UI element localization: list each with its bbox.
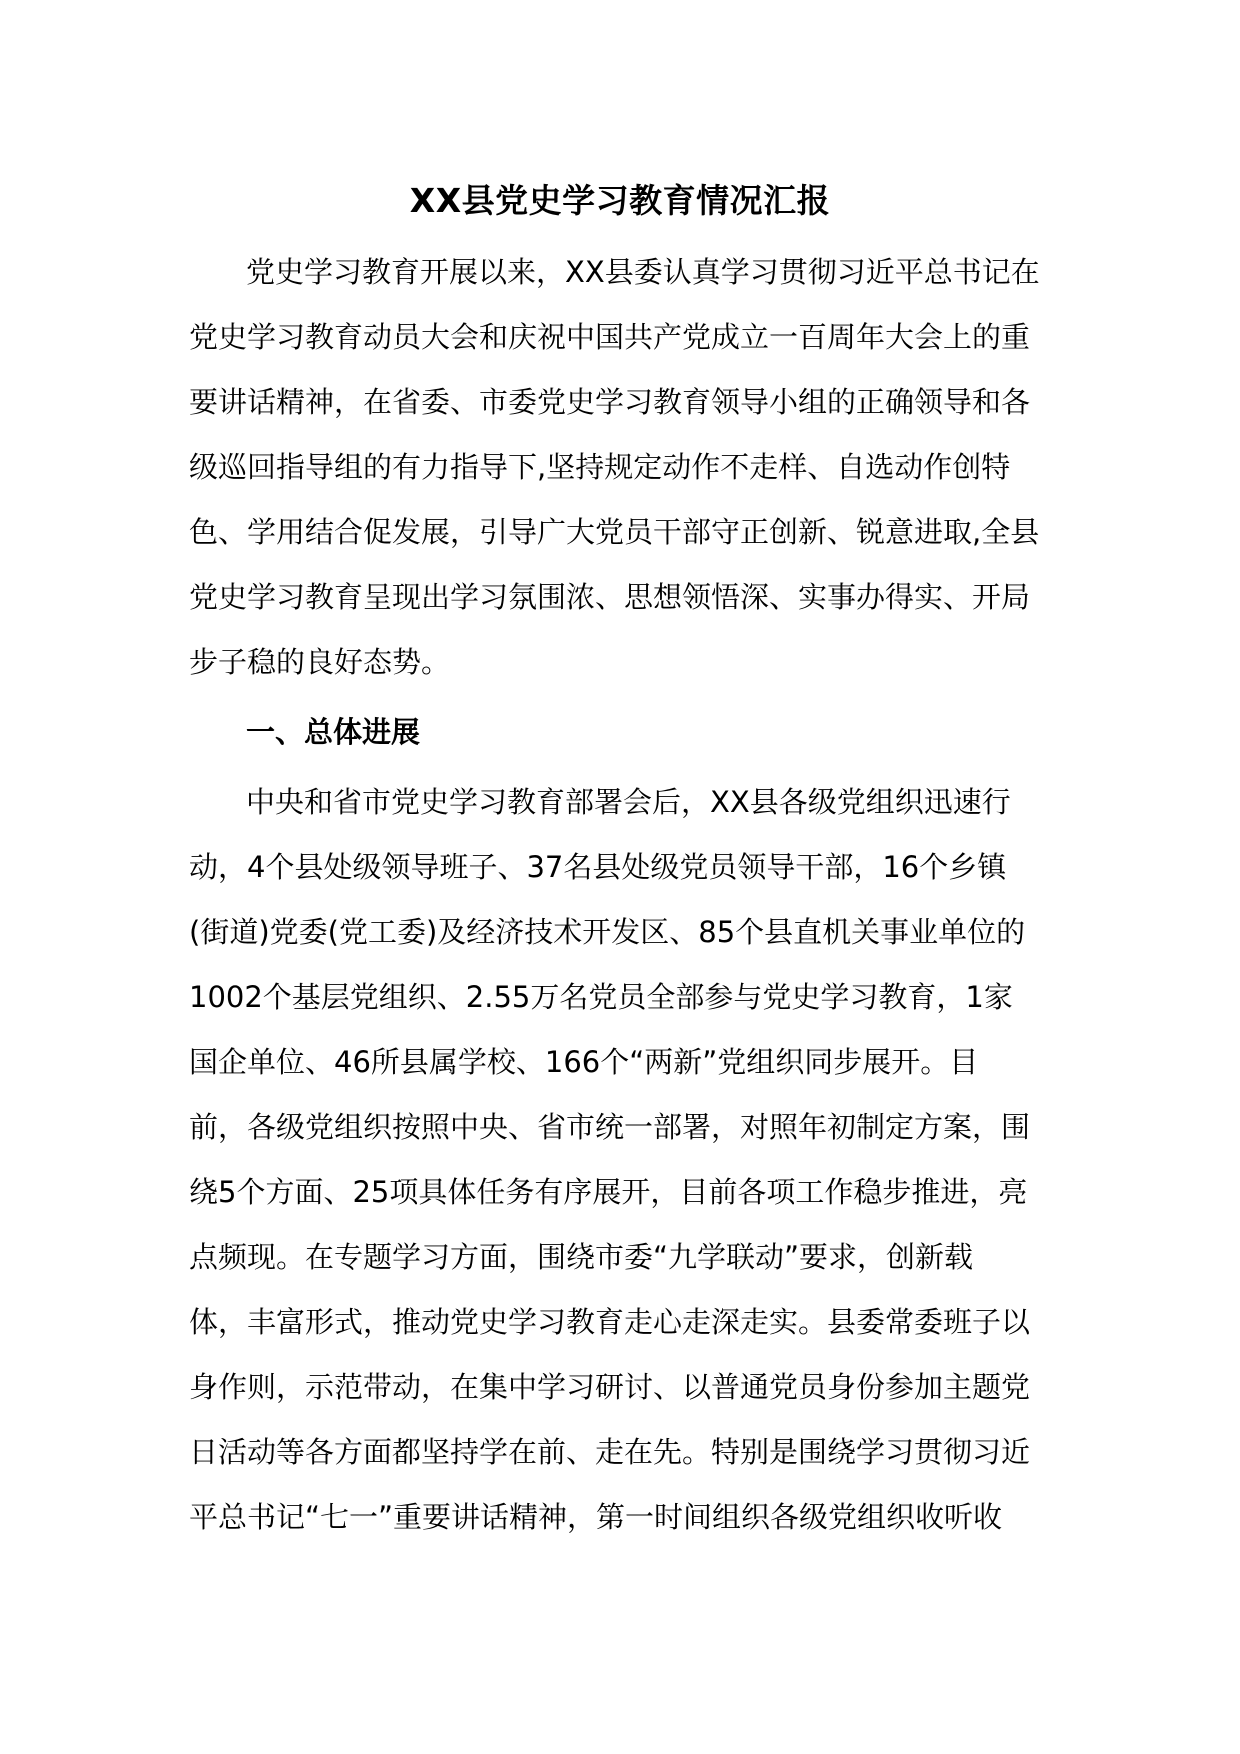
paragraph-line: 中央和省市党史学习教育部署会后，XX县各级党组织迅速行	[246, 785, 1011, 819]
paragraph-line: 步子稳的良好态势。	[189, 645, 451, 679]
paragraph-line: 体，丰富形式，推动党史学习教育走心走深走实。县委常委班子以	[189, 1305, 1031, 1339]
paragraph-line: 身作则，示范带动，在集中学习研讨、以普通党员身份参加主题党	[189, 1370, 1031, 1404]
paragraph-line: 1002个基层党组织、2.55万名党员全部参与党史学习教育，1家	[189, 980, 1013, 1014]
paragraph-line: 级巡回指导组的有力指导下,坚持规定动作不走样、自选动作创特	[189, 450, 1011, 484]
paragraph-line: 动，4个县处级领导班子、37名县处级党员领导干部，16个乡镇	[189, 850, 1007, 884]
paragraph-line: 国企单位、46所县属学校、166个“两新”党组织同步展开。目	[189, 1045, 979, 1079]
paragraph-line: 绕5个方面、25项具体任务有序展开，目前各项工作稳步推进，亮	[189, 1175, 1028, 1209]
paragraph-line: 党史学习教育动员大会和庆祝中国共产党成立一百周年大会上的重	[189, 320, 1031, 354]
paragraph-line: (街道)党委(党工委)及经济技术开发区、85个县直机关事业单位的	[189, 915, 1026, 949]
paragraph-line: 平总书记“七一”重要讲话精神，第一时间组织各级党组织收听收	[189, 1500, 1003, 1534]
paragraph-line: 点频现。在专题学习方面，围绕市委“九学联动”要求，创新载	[189, 1240, 974, 1274]
section-heading: 一、总体进展	[246, 715, 421, 749]
paragraph-line: 前，各级党组织按照中央、省市统一部署，对照年初制定方案，围	[189, 1110, 1031, 1144]
paragraph-line: 色、学用结合促发展，引导广大党员干部守正创新、锐意进取,全县	[189, 515, 1040, 549]
paragraph-line: 日活动等各方面都坚持学在前、走在先。特别是围绕学习贯彻习近	[189, 1435, 1031, 1469]
document-title: XX县党史学习教育情况汇报	[409, 181, 831, 220]
paragraph-line: 党史学习教育呈现出学习氛围浓、思想领悟深、实事办得实、开局	[189, 580, 1031, 614]
paragraph-line: 要讲话精神，在省委、市委党史学习教育领导小组的正确领导和各	[189, 385, 1031, 419]
paragraph-line: 党史学习教育开展以来，XX县委认真学习贯彻习近平总书记在	[246, 255, 1040, 289]
